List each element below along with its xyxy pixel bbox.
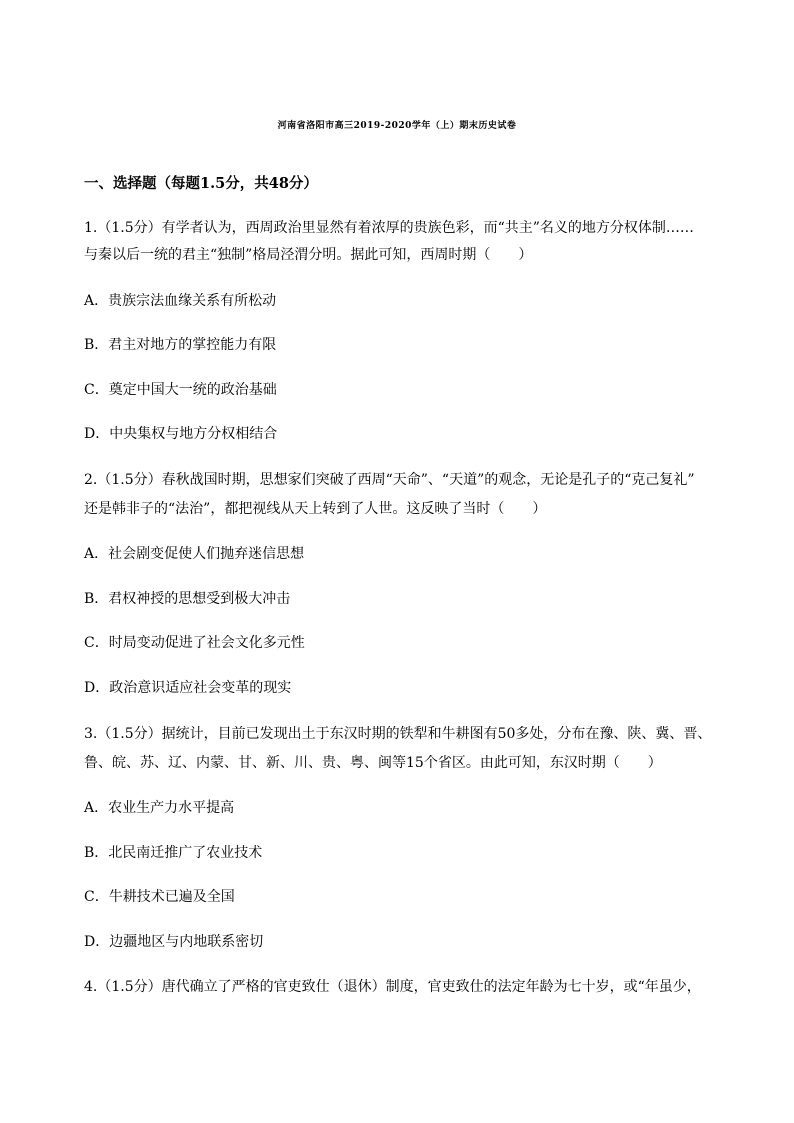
question-3-option-b: B．北民南迁推广了农业技术 [84,845,263,861]
question-1-stem-line-2: 与秦以后一统的君主“独制”格局泾渭分明。据此可知，西周时期（ ） [84,247,533,263]
question-4-stem-line-1: 4.（1.5分）唐代确立了严格的官吏致仕（退休）制度，官吏致仕的法定年龄为七十岁，或“年虽少， [84,979,701,995]
page-title: 河南省洛阳市高三2019-2020学年（上）期末历史试卷 [277,121,517,131]
question-2-option-c: C．时局变动促进了社会文化多元性 [84,635,305,651]
question-2-option-b: B．君权神授的思想受到极大冲击 [84,591,291,607]
question-3-option-a: A．农业生产力水平提高 [84,800,235,816]
question-1-option-a: A．贵族宗法血缘关系有所松动 [84,293,277,309]
question-1-option-b: B．君主对地方的掌控能力有限 [84,337,277,353]
question-1-option-c: C．奠定中国大一统的政治基础 [84,382,277,398]
question-2-stem-line-1: 2.（1.5分）春秋战国时期，思想家们突破了西周“天命”、“天道”的观念，无论是孔子的“克己复礼” [84,472,695,488]
question-2-option-a: A．社会剧变促使人们抛弃迷信思想 [84,546,305,562]
question-3-option-d: D．边疆地区与内地联系密切 [84,934,264,950]
question-2-stem-line-2: 还是韩非子的“法治”，都把视线从天上转到了人世。这反映了当时（ ） [84,501,547,517]
question-1-stem-line-1: 1.（1.5分）有学者认为，西周政治里显然有着浓厚的贵族色彩，而“共主”名义的地方分权体制…… [84,220,694,236]
section-heading: 一、选择题（每题1.5分，共48分） [84,175,318,192]
question-3-stem-line-1: 3.（1.5分）据统计，目前已发现出土于东汉时期的铁犁和牛耕图有50多处，分布在豫、陕、冀、晋、 [84,726,712,742]
question-3-option-c: C．牛耕技术已遍及全国 [84,889,235,905]
question-2-option-d: D．政治意识适应社会变革的现实 [84,680,292,696]
question-1-option-d: D．中央集权与地方分权相结合 [84,426,278,442]
question-3-stem-line-2: 鲁、皖、苏、辽、内蒙、甘、新、川、贵、粤、闽等15个省区。由此可知，东汉时期（ ） [84,755,662,771]
